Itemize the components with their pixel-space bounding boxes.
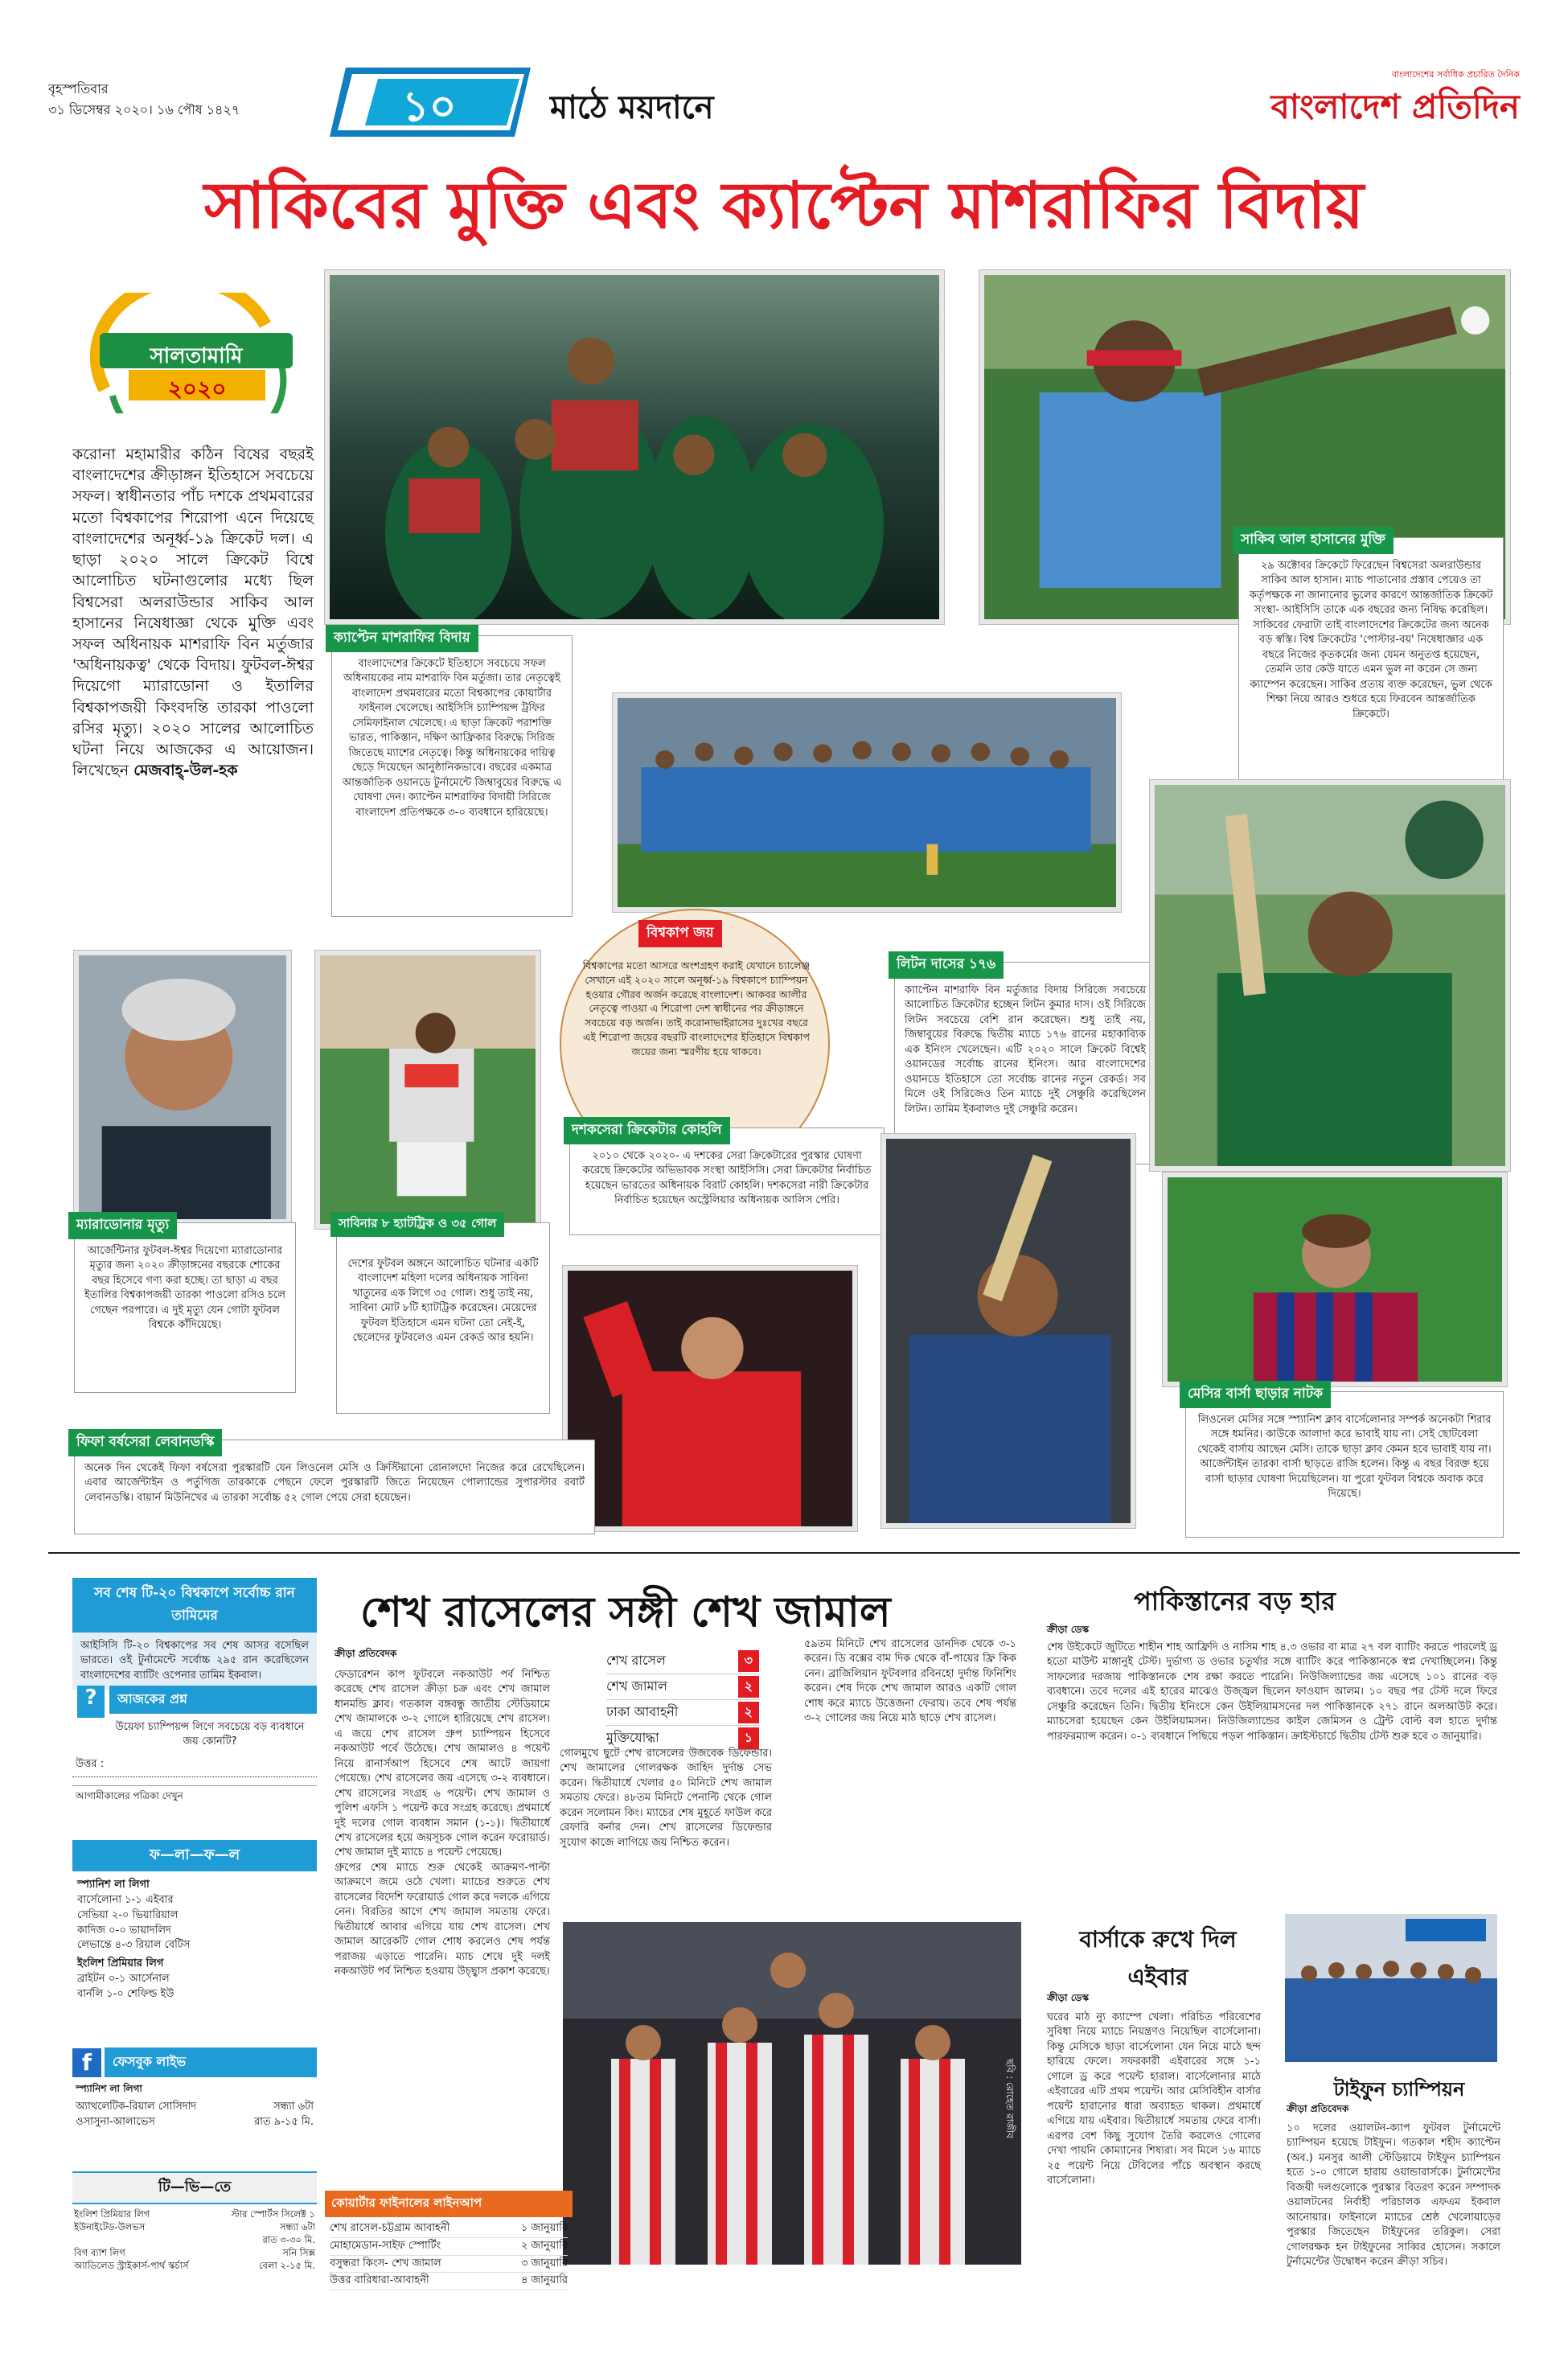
points-value: ২ bbox=[738, 1676, 759, 1698]
lewandowski-story bbox=[74, 1434, 595, 1534]
russel-byline: ক্রীড়া প্রতিবেদক bbox=[335, 1648, 397, 1659]
liton-body: ক্যাপ্টেন মাশরাফি বিন মর্তুজার বিদায় সিরিজে সবচেয়ে আলোচিত ক্রিকেটার হচ্ছেন লিটন কুমার দাস। ওই সিরিজে লিটন সবচেয়ে বেশি রান করেছেন। শুধু তাই নয়, জিম্বাবুয়ের বিরুদ্ধে দ্বিতীয় ম্যাচে ১৭৬ রানের মহাকাব্যিক এক ইনিংস খেলেছেন। এটি ২০২০ সালে ক্রিকেট বিশ্বেই ওয়ানডের সর্বোচ্চ রানের ইনিংস। আর বাংলাদেশের ওয়ানডে ইতিহাসে তো সর্বোচ্চ রানের নতুন রেকর্ড। সব মিলে ওই সিরিজেও তিন ম্যাচে দুই সেঞ্চুরি করেছিলেন লিটন। তামিম ইকবালও দুই সেঞ্চুরি করেন। bbox=[905, 984, 1146, 1115]
messi-title: মেসির বার্সা ছাড়ার নাটক bbox=[1180, 1381, 1331, 1408]
facebook-match-time: সন্ধ্যা ৬টা bbox=[273, 2101, 314, 2113]
results-list bbox=[72, 1871, 317, 2006]
badge-title: সালতামামি bbox=[150, 344, 243, 368]
intro-text: করোনা মহামারীর কঠিন বিষের বছরই বাংলাদেশের ক্রীড়াঙ্গন ইতিহাসে সবচেয়ে সফল। স্বাধীনতার পাঁচ দশকে প্রথমবারের মতো বিশ্বকাপের শিরোপা এনে দিয়েছে বাংলাদেশের অনূর্ধ্ব-১৯ ক্রিকেট দল। এ ছাড়া ২০২০ সালে ক্রিকেট বিশ্বে আলোচিত ঘটনাগুলোর মধ্যে ছিল বিশ্বসেরা অলরাউন্ডার সাকিব আল হাসানের নিষেধাজ্ঞা থেকে মুক্তি এবং সফল অধিনায়ক মাশরাফি বিন মর্তুজার 'অধিনায়কত্ব' থেকে বিদায়। ফুটবল-ঈশ্বর দিয়েগো ম্যারাডোনা ও ইতালির বিশ্বকাপজয়ী কিংবদন্তি তারকা পাওলো রসির মৃত্যু। ২০২০ সালের আলোচিত ঘটনা নিয়ে আজকের এ আয়োজন। লিখেছেন মেজবাহ্-উল-হক bbox=[72, 446, 314, 780]
lineup-title: কোয়ার্টার ফাইনালের লাইনআপ bbox=[325, 2191, 573, 2217]
results-league: ইংলিশ প্রিমিয়ার লিগ bbox=[77, 1957, 164, 1970]
results-line: কাদিজ ০-০ ভায়াদলিদ bbox=[77, 1924, 171, 1937]
tv-left bbox=[74, 2208, 150, 2233]
typhoon-byline: ক্রীড়া প্রতিবেদক bbox=[1287, 2103, 1349, 2114]
lineup-date: ১ জানুয়ারি bbox=[520, 2222, 568, 2234]
tv-teams: অ্যাডিলেড স্ট্রাইকার্স-পার্থ স্কর্চার্স bbox=[74, 2260, 189, 2272]
results-line: বার্সেলোনা ১-১ এইবার bbox=[77, 1893, 174, 1906]
lewandowski-title: ফিফা বর্ষসেরা লেবানডস্কি bbox=[68, 1429, 222, 1456]
facebook-match-time: রাত ৯-১৫ মি. bbox=[253, 2115, 314, 2128]
points-team: মুক্তিযোদ্ধা bbox=[606, 1730, 659, 1745]
lewandowski-photo bbox=[563, 1266, 857, 1531]
lineup-match: মোহামেডান-সাইফ স্পোর্টিং bbox=[330, 2239, 441, 2252]
results-line: বার্নলি ১-০ শেফিল্ড ইউ bbox=[77, 1987, 174, 2000]
results-line: ব্রাইটন ০-১ আর্সেনাল bbox=[77, 1973, 170, 1986]
messi-story bbox=[1185, 1386, 1504, 1538]
lineup-date: ২ জানুয়ারি bbox=[520, 2239, 568, 2252]
brand-logo: বাংলাদেশ প্রতিদিন bbox=[1270, 87, 1520, 126]
points-team: ঢাকা আবাহনী bbox=[606, 1704, 679, 1719]
lineup-list bbox=[325, 2217, 573, 2294]
tv-row bbox=[74, 2246, 315, 2272]
tv-channel: সনি সিক্স bbox=[282, 2247, 315, 2259]
points-table bbox=[606, 1649, 759, 1752]
mashrafe-story bbox=[331, 630, 573, 917]
answer-line: উত্তর : bbox=[72, 1753, 317, 1777]
facebook-match-teams: ওসাসুনা-আলাভেস bbox=[76, 2115, 155, 2128]
tv-right bbox=[262, 2233, 315, 2246]
tv-league: ইংলিশ প্রিমিয়ার লিগ bbox=[74, 2208, 150, 2220]
maradona-title: ম্যারাডোনার মৃত্যু bbox=[68, 1212, 177, 1239]
points-value: ৩ bbox=[738, 1650, 759, 1672]
lineup-match: শেখ রাসেল-চট্টগ্রাম আবাহনী bbox=[330, 2222, 450, 2234]
section-divider bbox=[48, 1552, 1520, 1554]
typhoon-headline: টাইফুন চ্যাম্পিয়ন bbox=[1333, 2078, 1465, 2101]
page-number-badge bbox=[330, 68, 531, 137]
barca-byline: ক্রীড়া ডেস্ক bbox=[1047, 1992, 1090, 2003]
lineup-match: বসুন্ধরা কিংস- শেখ জামাল bbox=[330, 2257, 441, 2269]
maradona-story bbox=[74, 1217, 296, 1393]
results-title: ফ—লা—ফ—ল bbox=[72, 1840, 317, 1871]
facebook-title: ফেসবুক লাইভ bbox=[105, 2047, 317, 2077]
mashrafe-photo bbox=[325, 270, 944, 624]
issue-day: বৃহস্পতিবার bbox=[48, 81, 109, 97]
pakistan-body: শেষ উইকেটে জুটিতে শাহীন শাহ আফ্রিদি ও নাসিম শাহ ৪.৩ ওভার বা মাত্র ২৭ বল ব্যাটিং করতে পারলেই ড্র হতো মাউন্ট মাঙ্গানুই টেস্ট। দুর্ভাগ্য ড ওভার চতুর্থার সঙ্গে ব্যাটিং করে পাকিস্তানকে স্বপ্ন দেখাচ্ছিলেন। কিন্তু সাফল্যের দরজায় পাকিস্তানকে শেষ রক্ষা করতে পারেনি। নিউজিল্যান্ডের জয় এসেছে ১০১ রানের বড় ব্যবধানে। তবে দলের এই হারের মাঝেও উজ্জ্বল ছিলেন ফাওয়াদ আলম। ১০ বছর পর টেস্ট দলে ফিরে সেঞ্চুরি করেছেন তিনি। দ্বিতীয় ইনিংসে কেন উইলিয়ামসনের দল পাকিস্তানকে ২৭১ রানে অলআউট করে। ম্যাচসেরা হয়েছেন কেন উইলিয়ামসন। নিউজিল্যান্ডের কাইল জেমিসন ও ট্রেন্ট বোল্ট বল হাতে দুর্দান্ত পারফরম্যান্স করেন। ০-১ ব্যবধানে পিছিয়ে পড়ল পাকিস্তান। ক্রাইস্টচার্চে দ্বিতীয় টেস্ট শুরু হবে ৩ জানুয়ারি। bbox=[1047, 1641, 1497, 1743]
worldcup-title: বিশ্বকাপ জয় bbox=[638, 920, 722, 947]
tv-teams: ইউনাইটেড-উলভস bbox=[74, 2221, 146, 2233]
page-headline: সাকিবের মুক্তি এবং ক্যাপ্টেন মাশরাফির বিদায় bbox=[203, 168, 1365, 243]
results-box bbox=[72, 1840, 317, 2006]
points-value: ২ bbox=[738, 1702, 759, 1723]
shakib-title: সাকিব আল হাসানের মুক্তি bbox=[1233, 527, 1394, 554]
tv-schedule bbox=[72, 2204, 317, 2275]
facebook-box bbox=[72, 2047, 317, 2130]
tamim-box-title: সব শেষ টি-২০ বিশ্বকাপে সর্বোচ্চ রান তামিমের bbox=[72, 1578, 317, 1633]
facebook-match-row bbox=[76, 2100, 314, 2115]
facebook-icon: f bbox=[72, 2048, 101, 2077]
barca-headline: বার্সাকে রুখে দিল এইবার bbox=[1079, 1926, 1237, 1990]
points-row bbox=[606, 1674, 759, 1700]
facebook-header bbox=[72, 2047, 317, 2077]
pakistan-byline: ক্রীড়া ডেস্ক bbox=[1047, 1624, 1090, 1635]
lineup-row bbox=[330, 2238, 568, 2256]
points-value: ১ bbox=[738, 1727, 759, 1749]
points-row bbox=[606, 1649, 759, 1674]
badge-year: ২০২০ bbox=[167, 376, 227, 402]
tv-channel: স্টার স্পোর্টস সিলেক্ট ১ bbox=[231, 2208, 315, 2220]
results-line: সেভিয়া ২-০ ভিয়ারিয়াল bbox=[77, 1908, 179, 1921]
tv-time: সন্ধ্যা ৬টা bbox=[279, 2221, 315, 2233]
author: মেজবাহ্-উল-হক bbox=[133, 762, 238, 780]
question-mark-icon: ? bbox=[77, 1686, 105, 1718]
liton-photo bbox=[1150, 780, 1510, 1171]
tv-left bbox=[74, 2246, 189, 2272]
barca-body: ঘরের মাঠ ন্যু ক্যাম্পে খেলা। পরিচিত পরিবেশের সুবিধা নিয়ে ম্যাচে নিয়ন্ত্রণও নিয়েছিল বার্সেলোনা। কিন্তু মেসিকে ছাড়া বার্সেলোনা যেন নিয়ে মাঠে ছন্দ হারিয়ে ফেলে। সফরকারী এইবারের সঙ্গে ১-১ গোলে ড্র করে পয়েন্ট হারাল। বার্সেলোনার মাঠে এইবারের এটি প্রথম পয়েন্ট। আর মেসিবিহীন বার্সার পয়েন্ট হারানোর ধারা অব্যাহত থাকল। প্রথমার্ধে এগিয়ে যায় এইবার। দ্বিতীয়ার্ধে সমতায় ফেরে বার্সা। এরপর বেশ কিছু সুযোগ তৈরি করলেও গোলের দেখা পায়নি কোম্যানের শিষ্যরা। সব মিলে ১৬ ম্যাচে ২৫ পয়েন্ট নিয়ে টেবিলের পাঁচে অবস্থান করছে বার্সেলোনা। bbox=[1047, 2011, 1261, 2187]
points-team: শেখ রাসেল bbox=[606, 1653, 666, 1668]
tv-title: টি—ভি—তে bbox=[72, 2171, 317, 2204]
section-title: মাঠে ময়দানে bbox=[550, 89, 714, 126]
points-team: শেখ জামাল bbox=[606, 1678, 667, 1694]
tamim-box bbox=[72, 1578, 317, 1690]
russel-col3: ৫৯তম মিনিটে শেখ রাসেলের ডানদিক থেকে ৩-১ করেন। ডি বক্সের বাম দিক থেকে বাঁ-পায়ের ফ্রি কিক নেন। ব্রাজিলিয়ান ফুটবলার রবিনহো দুর্দান্ত ফিনিশিং করেন। শেষ দিকে শেখ জামাল আরও একটি গোল শোধ করে ম্যাচে উত্তেজনা ফেরায়। তবে শেষ পর্যন্ত ৩-২ গোলের জয় নিয়ে মাঠ ছাড়ে শেখ রাসেল। bbox=[804, 1638, 1016, 1725]
tv-box bbox=[72, 2171, 317, 2275]
lineup-date: ৩ জানুয়ারি bbox=[520, 2257, 568, 2269]
typhoon-body: ১০ দলের ওয়ালটন-ক্যাপ ফুটবল টুর্নামেন্টে চ্যাম্পিয়ন হয়েছে টাইফুন। গতকাল শহীদ ক্যাপ্টেন (অব.) মনসুর আলী স্টেডিয়ামে টাইফুন চ্যাম্পিয়ন হতে ১-০ গোলে হারায় ওয়ান্ডারার্সকে। টুর্নামেন্টের বিজয়ী দলগুলোকে পুরস্কার বিতরণ করেন সম্পাদক ওয়ালটনের নির্বাহী পরিচালক এফএম ইকবাল আনোয়ার। ফাইনালে ম্যাচের শ্রেষ্ঠ খেলোয়াড়ের পুরস্কার জিতেছেন টাইফুনের তরিকুল। সেরা গোলরক্ষক হন টাইফুনের সাব্বির হোসেন। সকালে টুর্নামেন্টের উদ্বোধন করেন ক্রীড়া সচিব। bbox=[1287, 2122, 1500, 2269]
results-line: লেভান্তে ৪-৩ রিয়াল বেটিস bbox=[77, 1939, 191, 1952]
question-note: আগামীকালের পত্রিকা দেখুন bbox=[72, 1785, 317, 1809]
facebook-match-row bbox=[76, 2115, 314, 2130]
facebook-league: স্প্যানিশ লা লিগা bbox=[76, 2083, 142, 2094]
lineup-box bbox=[325, 2191, 573, 2294]
facebook-matches bbox=[72, 2100, 317, 2130]
points-row bbox=[606, 1700, 759, 1726]
sabina-title: সাবিনার ৮ হ্যাটট্রিক ও ৩৫ গোল bbox=[330, 1212, 504, 1237]
lineup-date: ৪ জানুয়ারি bbox=[520, 2274, 568, 2287]
sabina-story bbox=[336, 1216, 550, 1414]
tv-row bbox=[74, 2233, 315, 2246]
u19-team-photo bbox=[613, 693, 1121, 912]
year-review-badge bbox=[80, 293, 306, 413]
mashrafe-title: ক্যাপ্টেন মাশরাফির বিদায় bbox=[326, 625, 478, 652]
tv-right bbox=[231, 2208, 315, 2233]
tv-row bbox=[74, 2208, 315, 2233]
masthead bbox=[48, 68, 1520, 145]
messi-body: লিওনেল মেসির সঙ্গে স্প্যানিশ ক্লাব বার্সেলোনার সম্পর্ক অনেকটা শিরার সঙ্গে ধমনির। কাউকে আলাদা করে ভাবাই যায় না। সেই ছোটবেলা থেকেই বার্সায় আছেন মেসি। তাকে ছাড়া ক্লাব কেমন হবে ভাবাই যায় না। আর্জেন্টাইন তারকা বার্সা ছাড়তে রাজি হলেন। কিন্তু এ বছর বিরক্ত হয়ে বার্সা ছাড়ার ঘোষণা দিয়েছিলেন। যা পুরো ফুটবল বিশ্বকে অবাক করে দিয়েছে। bbox=[1197, 1414, 1492, 1501]
tv-time: বেলা ২-১৫ মি. bbox=[258, 2260, 315, 2272]
kohli-story bbox=[569, 1122, 885, 1235]
sabina-photo bbox=[315, 951, 540, 1229]
maradona-body: আর্জেন্টিনার ফুটবল-ঈশ্বর দিয়েগো ম্যারাডোনার মৃত্যুর জন্য ২০২০ ক্রীড়াঙ্গনের বছরকে শোকের বছর হিসেবে গণ্য করা হচ্ছে। তা ছাড়া এ বছর ইতালির বিশ্বকাপজয়ী তারকা পাওলো রসিও চলে গেছেন পরপারে। এ দুই মৃত্যু যেন গোটা ফুটবল বিশ্বকে কাঁদিয়েছে। bbox=[84, 1245, 285, 1332]
tv-time: রাত ৩-৩০ মি. bbox=[262, 2234, 315, 2246]
results-league: স্প্যানিশ লা লিগা bbox=[77, 1879, 150, 1891]
lineup-row bbox=[330, 2256, 568, 2273]
lewandowski-body: অনেক দিন থেকেই ফিফা বর্ষসেরা পুরস্কারটি যেন লিওনেল মেসি ও ক্রিস্টিয়ানো রোনালদো নিজের করে রেখেছিলেন। এবার আর্জেন্টাইন ও পর্তুগিজ তারকাকে পেছনে ফেলে পুরস্কারটি জিতে নিয়েছেন পোল্যান্ডের সুপারস্টার রবার্ট লেবানডস্কি। বায়ার্ন মিউনিখের এ তারকা সর্বোচ্চ ৫২ গোল পেয়ে সেরা হয়েছেন। bbox=[84, 1462, 585, 1504]
pakistan-headline: পাকিস্তানের বড় হার bbox=[1134, 1586, 1336, 1616]
question-title: আজকের প্রশ্ন bbox=[109, 1686, 317, 1714]
facebook-match-teams: অ্যাথলেটিক-রিয়াল সোসিদাদ bbox=[76, 2101, 197, 2113]
tamim-box-body: আইসিসি টি-২০ বিশ্বকাপের সব শেষ আসর বসেছিল ভারতে। ওই টুর্নামেন্টে সর্বোচ্চ ২৯৫ রান করেছিলেন বাংলাদেশের ব্যাটিং ওপেনার তামিম ইকবাল। bbox=[72, 1633, 317, 1690]
russel-headline: শেখ রাসেলের সঙ্গী শেখ জামাল bbox=[360, 1588, 891, 1637]
photo-credit: ছবি : রোহেত রাজীব bbox=[1004, 2059, 1016, 2138]
liton-title: লিটন দাসের ১৭৬ bbox=[889, 951, 1004, 979]
question-body: উয়েফা চ্যাম্পিয়ন্স লিগে সবচেয়ে বড় ব্যবধানে জয় কোনটি? bbox=[115, 1721, 305, 1748]
kohli-photo bbox=[881, 1134, 1135, 1528]
question-box bbox=[72, 1686, 317, 1809]
tv-league: বিগ ব্যাশ লিগ bbox=[74, 2247, 125, 2259]
tv-right bbox=[259, 2246, 315, 2272]
sabina-body: দেশের ফুটবল অঙ্গনে আলোচিত ঘটনার একটি বাংলাদেশ মহিলা দলের অধিনায়ক সাবিনা খাতুনের এক লিগে ৩৫ গোল। শুধু তাই নয়, সাবিনা মোট ৮টি হ্যাটট্রিক করেছেন। মেয়েদের ফুটবল ইতিহাসে এমন ঘটনা তো নেই-ই, ছেলেদের ফুটবলেও এমন রেকর্ড আর হয়নি। bbox=[347, 1258, 539, 1345]
messi-photo bbox=[1163, 1173, 1507, 1386]
worldcup-body: বিশ্বকাপের মতো আসরে অংশগ্রহণ করাই যেখানে চ্যালেঞ্জ সেখানে এই ২০২০ সালে অনূর্ধ্ব-১৯ বিশ্বকাপে চ্যাম্পিয়ন হওয়ার গৌরব অর্জন করেছে বাংলাদেশ। আকবর আলীর নেতৃত্বে পাওয়া এ শিরোপা দেশ স্বাধীনের পর ক্রীড়াঙ্গনে সবচেয়ে বড় অর্জন। তাই করোনাভাইরাসের দুঃখের বছরে এই শিরোপা জয়ের বছরটি বাংলাদেশের ইতিহাসে বিশ্বকাপ জয়ের জন্য স্মরণীয় হয়ে থাকবে। bbox=[582, 959, 811, 1058]
page-number: ১০ bbox=[402, 83, 457, 131]
brand-tagline: বাংলাদেশের সর্বাধিক প্রচারিত দৈনিক bbox=[1391, 69, 1520, 80]
maradona-photo bbox=[74, 951, 291, 1224]
lineup-row bbox=[330, 2220, 568, 2238]
kohli-body: ২০১০ থেকে ২০২০- এ দশকের সেরা ক্রিকেটারের পুরস্কার ঘোষণা করেছে ক্রিকেটের অভিভাবক সংস্থা আইসিসি। সেরা ক্রিকেটার নির্বাচিত হয়েছেন ভারতের অধিনায়ক বিরাট কোহলি। দশকসেরা নারী ক্রিকেটার নির্বাচিত হয়েছেন অস্ট্রেলিয়ার অধিনায়ক আলিস পেরি। bbox=[582, 1150, 872, 1207]
russel-col2: গোলমুখে ছুটে শেখ রাসেলের উজবেক ডিফেন্ডার। শেখ জামালের গোলরক্ষক জাহিদ দুর্দান্ত সেভ করেন। দ্বিতীয়ার্ধে খেলার ৫০ মিনিটে শেখ জামাল সমতায় ফেরে। ৪৮তম মিনিটে পেনাল্টি থেকে গোল করেন সলোমন কিং। ম্যাচের শেষ মুহূর্তে ফাউল করে রেফারি কর্নার দেন। শেখ রাসেলের ডিফেন্ডার সুযোগ কাজে লাগিয়ে জয় নিশ্চিত করেন। bbox=[560, 1748, 772, 1849]
russel-col1: ফেডারেশন কাপ ফুটবলে নকআউট পর্ব নিশ্চিত করেছে শেখ রাসেল ক্রীড়া চক্র এবং শেখ জামাল ধানমন্ডি ক্লাব। গতকাল বঙ্গবন্ধু জাতীয় স্টেডিয়ামে শেখ জামালকে ৩-২ গোলে হারিয়েছে শেখ রাসেল। এ জয়ে শেখ রাসেল গ্রুপ চ্যাম্পিয়ন হিসেবে নকআউট পর্বে উঠেছে। শেখ জামালও ৪ পয়েন্ট নিয়ে রানার্সআপ হিসেবে শেষ আটে জায়গা পেয়েছে। শেখ রাসেলের জয় এসেছে ৩-২ ব্যবধানে। শেখ রাসেলের সংগ্রহ ৬ পয়েন্ট। শেখ জামাল ও পুলিশ এফসি ১ পয়েন্ট করে সংগ্রহ করেছে। প্রথমার্ধে দুই দলের গোল ব্যবধান সমান (১-১)। দ্বিতীয়ার্ধে শেখ রাসেলের হয়ে জয়সূচক গোল করেন ফরোয়ার্ড। শেখ জামাল দুই ম্যাচে ৪ পয়েন্ট পেয়েছে। গ্রুপের শেষ ম্যাচে শুরু থেকেই আক্রমণ-পাল্টা আক্রমণে জমে ওঠে খেলা। ম্যাচের শুরুতে শেখ রাসেলের বিদেশি ফরোয়ার্ড গোল করে দলকে এগিয়ে নেন। বিরতির আগে শেখ জামাল সমতায় ফেরে। দ্বিতীয়ার্ধে আবার এগিয়ে যায় শেখ রাসেল। শেখ জামাল আরেকটি গোল শোধ করলেও শেষ পর্যন্ত পরাজয় এড়াতে পারেনি। ম্যাচ শেষে দুই দলই নকআউট পর্ব নিশ্চিত হওয়ায় উচ্ছ্বাস প্রকাশ করেছে। bbox=[335, 1669, 550, 1978]
russel-photo bbox=[563, 1922, 1021, 2265]
shakib-story bbox=[1238, 532, 1504, 795]
kohli-title: দশকসেরা ক্রিকেটার কোহলি bbox=[564, 1117, 730, 1144]
lineup-row bbox=[330, 2273, 568, 2290]
lineup-match: উত্তর বারিধারা-আবাহনী bbox=[330, 2274, 429, 2287]
typhoon-photo bbox=[1285, 1914, 1497, 2062]
shakib-body: ২৯ অক্টোবর ক্রিকেটে ফিরেছেন বিশ্বসেরা অলরাউন্ডার সাকিব আল হাসান। ম্যাচ পাতানোর প্রস্তাব পেয়েও তা কর্তৃপক্ষকে না জানানোর ভুলের কারণে আন্তর্জাতিক ক্রিকেট সংস্থা- আইসিসি তাকে এক বছরের জন্য নিষিদ্ধ করেছিল। সাকিবের ফেরাটা তাই বাংলাদেশের ক্রিকেটের জন্য অনেক বড় স্বস্তি। বিশ্ব ক্রিকেটের 'পোস্টার-বয়' নিষেধাজ্ঞার এক বছরে নিজের কৃতকর্মের জন্য যেমন অনুতপ্ত হয়েছেন, তেমনি তার কেউ যাতে এমন ভুল না করেন সে জন্য ক্যাম্পেন করেছেন। সাকিব প্রত্যয় ব্যক্ত করেছেন, ভুল থেকে শিক্ষা নিয়ে আরও শুধরে হয়ে ফিরবেন আন্তর্জাতিক ক্রিকেটে। bbox=[1249, 560, 1493, 721]
issue-date: ৩১ ডিসেম্বর ২০২০। ১৬ পৌষ ১৪২৭ bbox=[48, 102, 240, 117]
mashrafe-body: বাংলাদেশের ক্রিকেটে ইতিহাসে সবচেয়ে সফল অধিনায়কের নাম মাশরাফি বিন মর্তুজা। তার নেতৃত্বেই বাংলাদেশ প্রথমবারের মতো বিশ্বকাপের কোয়ার্টার ফাইনাল খেলেছে। আইসিসি চ্যাম্পিয়ন্স ট্রফির সেমিফাইনাল খেলেছে। এ ছাড়া ক্রিকেট পরাশক্তি ভারত, পাকিস্তান, দক্ষিণ আফ্রিকার বিরুদ্ধে সিরিজ জিতেছে ম্যাশের নেতৃত্বে। কিন্তু অধিনায়কের দায়িত্ব ছেড়ে দিয়েছেন আনুষ্ঠানিকভাবে। বছরের একমাত্র আন্তর্জাতিক ওয়ানডে টুর্নামেন্টে জিম্বাবুয়ের বিরুদ্ধে এ ঘোষণা দেন। ক্যাপ্টেন মাশরাফির বিদায়ী সিরিজে বাংলাদেশ প্রতিপক্ষকে ৩-০ ব্যবধানে হারিয়েছে। bbox=[342, 658, 562, 819]
